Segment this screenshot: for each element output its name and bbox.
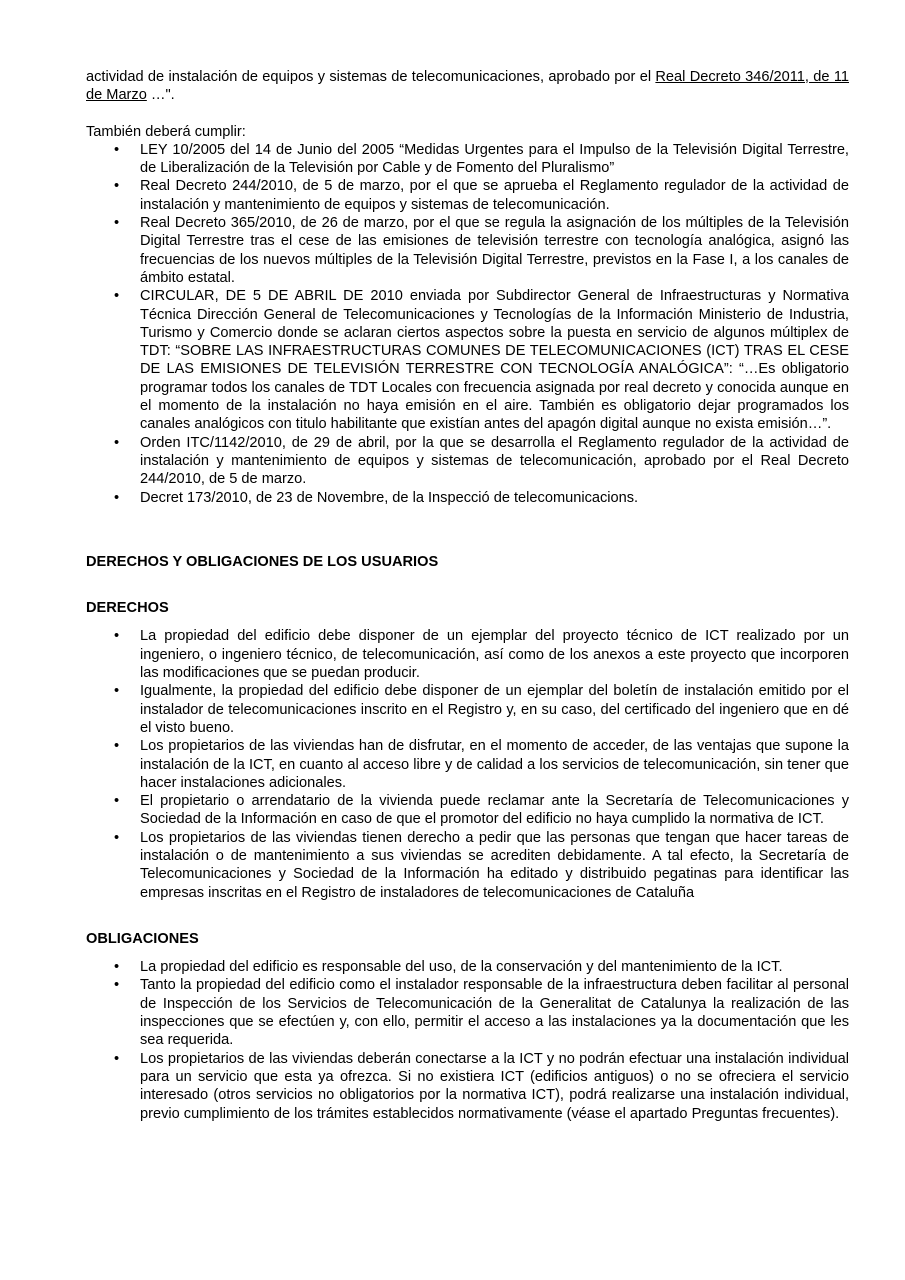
list-item [86, 829, 849, 902]
also-comply-label: También deberá cumplir: [86, 123, 246, 140]
rights-obligations-heading: DERECHOS Y OBLIGACIONES DE LOS USUARIOS [86, 553, 439, 570]
bullet-icon: • [114, 793, 120, 810]
list-item [86, 489, 849, 507]
list-item [86, 627, 849, 682]
bullet-icon: • [114, 738, 120, 755]
document-page [86, 68, 849, 1123]
spacer [86, 105, 849, 123]
list-item-text: El propietario o arrendatario de la vivienda puede reclamar ante la Secretaría de Telecomunicaciones y Sociedad de la Información en caso de que el promotor del edificio no haya cumplido la normativa de ICT. [140, 793, 849, 828]
bullet-icon: • [114, 434, 120, 451]
regulation-list [86, 141, 849, 507]
bullet-icon: • [114, 628, 120, 645]
list-item-text: Orden ITC/1142/2010, de 29 de abril, por la que se desarrolla el Reglamento regulador de la actividad de instalación y mantenimiento de equipos y sistemas de telecomunicación, aprobado por el Real Decreto 244/2010, de 5 de marzo. [140, 434, 849, 488]
bullet-icon: • [114, 178, 120, 195]
bullet-icon: • [114, 683, 120, 700]
obligations-list [86, 958, 849, 1123]
bullet-icon: • [114, 1050, 120, 1067]
bullet-icon: • [114, 288, 120, 305]
intro-text-before: actividad de instalación de equipos y sistemas de telecomunicaciones, aprobado por el [86, 69, 656, 85]
bullet-icon: • [114, 489, 120, 506]
bullet-icon: • [114, 829, 120, 846]
intro-paragraph [86, 68, 849, 105]
spacer [86, 948, 849, 958]
list-item-text: Tanto la propiedad del edificio como el instalador responsable de la infraestructura deben facilitar al personal de Inspección de los Servicios de Telecomunicación de la Generalitat de Catalunya la realización de las inspecciones que se efectúen y, con ello, permitir el acceso a las instalaciones ya la documentación que les sea requerida. [140, 977, 849, 1049]
list-item [86, 177, 849, 214]
spacer [86, 507, 849, 553]
bullet-icon: • [114, 141, 120, 158]
list-item-text: Los propietarios de las viviendas tienen derecho a pedir que las personas que tengan que hacer tareas de instalación o de mantenimiento a sus viviendas se acrediten debidamente. A tal efecto, la Secretaría de Telecomunicaciones y Sociedad de la Información ha editado y distribuido pegatinas para identificar las empresas inscritas en el Registro de instaladores de telecomunicaciones de Cataluña [140, 829, 849, 901]
spacer [86, 571, 849, 599]
rights-list [86, 627, 849, 901]
list-item [86, 682, 849, 737]
intro-text-after: …". [146, 87, 175, 104]
spacer [86, 902, 849, 930]
list-item [86, 1050, 849, 1123]
list-item-text: Decret 173/2010, de 23 de Novembre, de la Inspecció de telecomunicacions. [140, 489, 639, 506]
bullet-icon: • [114, 959, 120, 976]
list-item [86, 434, 849, 489]
list-item-text: La propiedad del edificio debe disponer de un ejemplar del proyecto técnico de ICT realizado por un ingeniero, o ingeniero técnico, de telecomunicación, así como de los anexos a este proyecto que incorporen las modificaciones que se puedan producir. [140, 628, 849, 682]
list-item-text: Los propietarios de las viviendas deberán conectarse a la ICT y no podrán efectuar una instalación individual para un servicio que esta ya ofrezca. Si no existiera ICT (edificios antiguos) o no se ofreciera el servicio interesado (otros servicios no obligatorios por la normativa ICT), podrá realizarse una instalación individual, previo cumplimiento de los trámites establecidos normativamente (véase el apartado Preguntas frecuentes). [140, 1050, 849, 1122]
list-item-text: Real Decreto 244/2010, de 5 de marzo, por el que se aprueba el Reglamento regulador de la actividad de instalación y mantenimiento de equipos y sistemas de telecomunicación. [140, 178, 849, 213]
list-item [86, 141, 849, 178]
list-item [86, 792, 849, 829]
real-decreto-link[interactable]: Real Decreto 346/2011, de 11 de Marzo [86, 69, 849, 104]
list-item [86, 214, 849, 287]
list-item-text: La propiedad del edificio es responsable del uso, de la conservación y del mantenimiento de la ICT. [140, 959, 783, 976]
bullet-icon: • [114, 215, 120, 232]
list-item-text: Igualmente, la propiedad del edificio debe disponer de un ejemplar del boletín de instalación emitido por el instalador de telecomunicaciones inscrito en el Registro y, en su caso, del certificado del ingeniero que en dé el visto bueno. [140, 683, 849, 736]
spacer [86, 617, 849, 627]
bullet-icon: • [114, 977, 120, 994]
rights-heading: DERECHOS [86, 600, 169, 617]
list-item [86, 737, 849, 792]
list-item-text: LEY 10/2005 del 14 de Junio del 2005 “Medidas Urgentes para el Impulso de la Televisión Digital Terrestre, de Liberalización de la Televisión por Cable y de Fomento del Pluralismo” [140, 141, 849, 177]
list-item-text: Los propietarios de las viviendas han de disfrutar, en el momento de acceder, de las ventajas que supone la instalación de la ICT, en cuanto al acceso libre y de calidad a los servicios de telecomunicación, sin tener que hacer instalaciones adicionales. [140, 738, 849, 791]
list-item [86, 958, 849, 976]
list-item-text: Real Decreto 365/2010, de 26 de marzo, por el que se regula la asignación de los múltiples de la Televisión Digital Terrestre tras el cese de las emisiones de televisión terrestre con tecnología analógica, asignó las frecuencias de los nuevos múltiples de la Televisión Digital Terrestre, previstos en la Fase I, a los canales de ámbito estatal. [140, 215, 849, 286]
obligations-heading: OBLIGACIONES [86, 930, 199, 947]
list-item [86, 976, 849, 1049]
list-item [86, 287, 849, 433]
list-item-text: CIRCULAR, DE 5 DE ABRIL DE 2010 enviada por Subdirector General de Infraestructuras y Normativa Técnica Dirección General de Telecomunicaciones y Tecnologías de la Información Ministerio de Industria, Turismo y Comercio donde se aclaran ciertos aspectos sobre la puesta en servicio de algunos múltiplex de TDT: “SOBRE LAS INFRAESTRUCTURAS COMUNES DE TELECOMUNICACIONES (ICT) TRAS EL CESE DE LAS EMISIONES DE TELEVISIÓN TERRESTRE CON TECNOLOGÍA ANALÓGICA”: “…Es obligatorio programar todos los canales de TDT Locales con frecuencia asignada por real decreto y conocida aunque en el momento de la instalación no haya emisión en el aire. También es obligatorio dejar programados los canales analógicos con titulo habilitante que existían antes del apagón digital aunque no exista emisión…”. [140, 288, 849, 433]
